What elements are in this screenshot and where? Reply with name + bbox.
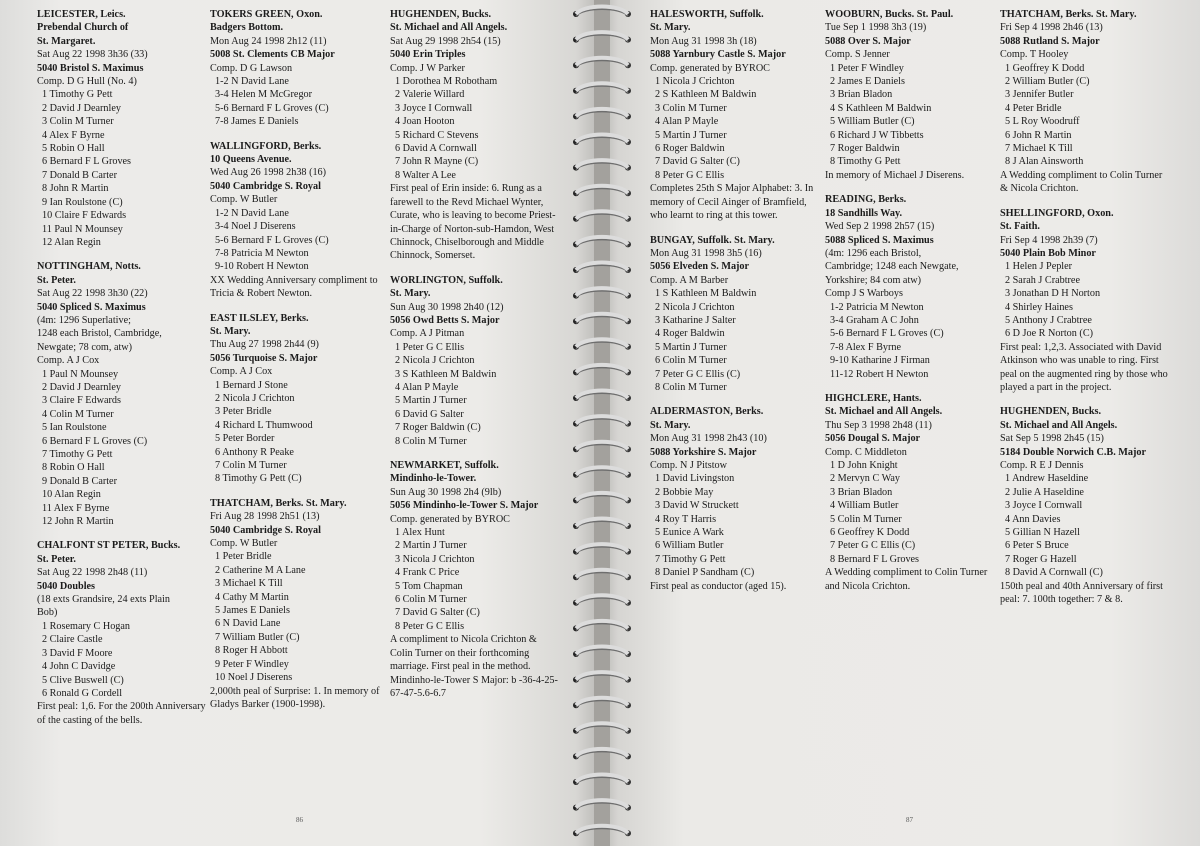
- peal-date: Mon Aug 31 1998 3h5 (16): [650, 247, 762, 259]
- page-number-left: 86: [296, 816, 303, 824]
- ringer: 3 Brian Bladon: [830, 89, 893, 101]
- peal-location: HALESWORTH, Suffolk.: [650, 9, 764, 20]
- ringer: 7 Colin M Turner: [215, 460, 287, 471]
- peal-detail: Comp. N J Pitstow: [650, 460, 727, 471]
- ringer: 3-4 Graham A C John: [830, 314, 919, 326]
- ringer: 3 Nicola J Crichton: [395, 553, 475, 565]
- peal-date: Sat Sep 5 1998 2h45 (15): [1000, 433, 1104, 445]
- peal-method: 5056 Mindinho-le-Tower S. Major: [390, 500, 539, 512]
- ringer: 6 Bernard F L Groves (C): [42, 435, 148, 447]
- ringer: 8 Bernard F L Groves: [830, 553, 920, 565]
- ringer: 7 Peter G C Ellis (C): [655, 368, 741, 380]
- peal-entry: [37, 539, 209, 727]
- peal-footnote: 2,000th peal of Surprise: 1. In memory of Gladys Barker (1900-1998).: [210, 685, 380, 710]
- peal-method: 5056 Dougal S. Major: [825, 433, 921, 445]
- ringer: 4 Alan P Mayle: [655, 116, 719, 128]
- ringer: 3 Colin M Turner: [42, 116, 114, 128]
- ringer: 1 Timothy G Pett: [42, 89, 113, 101]
- ringer: 1-2 N David Lane: [215, 207, 289, 219]
- ringer: 6 William Butler: [655, 540, 724, 552]
- column-2: [210, 8, 382, 722]
- ringer: 6 Geoffrey K Dodd: [830, 527, 910, 539]
- peal-location: St. Mary.: [650, 419, 691, 431]
- peal-location: SHELLINGFORD, Oxon.: [1000, 207, 1114, 219]
- ringer: 5 William Butler (C): [830, 116, 915, 128]
- ringer: 1 Nicola J Crichton: [655, 76, 735, 88]
- peal-location: Badgers Bottom.: [210, 22, 284, 34]
- peal-method: 5040 Cambridge S. Royal: [210, 524, 321, 536]
- ringer: 12 Alan Regin: [42, 236, 101, 248]
- peal-date: Sat Aug 22 1998 3h30 (22): [37, 288, 148, 300]
- peal-detail: Comp. C Middleton: [825, 446, 907, 458]
- peal-location: St. Mary.: [210, 325, 251, 337]
- peal-footnote: 150th peal and 40th Anniversary of first peal: 7. 100th together: 7 & 8.: [1000, 580, 1163, 606]
- peal-location: READING, Berks.: [825, 194, 907, 206]
- ringer: 1 Paul N Mounsey: [42, 368, 119, 380]
- spiral-binding: [566, 0, 638, 846]
- peal-entry: [210, 312, 382, 486]
- peal-detail: Comp. R E J Dennis: [1000, 460, 1084, 471]
- ringer: 10 Claire F Edwards: [42, 210, 127, 222]
- ringer: 5 James E Daniels: [215, 605, 290, 617]
- ringer: 1 Bernard J Stone: [215, 379, 288, 391]
- column-3: [390, 8, 562, 711]
- ringer: 8 Robin O Hall: [42, 462, 105, 474]
- ringer: 8 Peter G C Ellis: [395, 620, 465, 632]
- peal-entry: [650, 8, 822, 223]
- ringer: 4 Roger Baldwin: [655, 328, 725, 340]
- ringer: 7-8 Patricia M Newton: [215, 247, 309, 259]
- peal-location: BUNGAY, Suffolk. St. Mary.: [650, 234, 775, 246]
- peal-location: NEWMARKET, Suffolk.: [390, 460, 499, 471]
- peal-footnote: A Wedding compliment to Colin Turner and Nicola Crichton.: [825, 567, 988, 592]
- ringer: 7 Donald B Carter: [42, 169, 117, 181]
- ringer: 3 Claire F Edwards: [42, 395, 121, 407]
- ringer: 5 Eunice A Wark: [655, 527, 724, 539]
- ringer: 4 Peter Bridle: [1005, 102, 1062, 114]
- ringer: 4 William Butler: [830, 500, 899, 512]
- ringer: 3 Joyce I Cornwall: [395, 102, 473, 114]
- peal-entry: [825, 193, 997, 381]
- ringer: 1 Dorothea M Robotham: [395, 76, 498, 88]
- peal-location: THATCHAM, Berks. St. Mary.: [210, 497, 347, 509]
- peal-footnote: First peal as conductor (aged 15).: [650, 580, 787, 592]
- ringer: 7 Peter G C Ellis (C): [830, 540, 916, 552]
- peal-detail: Comp. W Butler: [210, 538, 278, 550]
- ringer: 7 Roger Baldwin (C): [395, 422, 481, 434]
- ringer: 2 Catherine M A Lane: [215, 564, 306, 576]
- ringer: 5 Tom Chapman: [395, 580, 463, 592]
- peal-method: 5008 St. Clements CB Major: [210, 49, 335, 61]
- ringer: 1-2 Patricia M Newton: [830, 301, 924, 313]
- ringer: 9 Peter F Windley: [215, 658, 289, 670]
- ringer: 5 Martin J Turner: [655, 129, 727, 141]
- ringer: 2 David J Dearnley: [42, 381, 121, 393]
- ringer: 7 David G Salter (C): [655, 156, 740, 168]
- ringer: 5 Robin O Hall: [42, 143, 105, 155]
- peal-method: 5040 Cambridge S. Royal: [210, 180, 321, 192]
- ringer: 6 Roger Baldwin: [655, 143, 725, 155]
- ringer: 3 S Kathleen M Baldwin: [395, 368, 497, 380]
- ringer: 6 Peter S Bruce: [1005, 540, 1069, 552]
- ringer: 2 Nicola J Crichton: [215, 392, 295, 404]
- ringer: 4 Alex F Byrne: [42, 129, 105, 141]
- peal-date: Wed Aug 26 1998 2h38 (16): [210, 167, 327, 179]
- peal-method: 5040 Erin Triples: [390, 49, 466, 61]
- ringer: 4 John C Davidge: [42, 661, 116, 673]
- ringer: 7 Michael K Till: [1005, 143, 1073, 155]
- ringer: 3-4 Noel J Diserens: [215, 221, 296, 233]
- ringer: 8 David A Cornwall (C): [1005, 567, 1103, 579]
- peal-location: LEICESTER, Leics.: [37, 9, 126, 20]
- ringer: 3 Peter Bridle: [215, 406, 272, 418]
- peal-footnote: XX Wedding Anniversary compliment to Tricia & Robert Newton.: [210, 274, 378, 300]
- ringer: 4 Joan Hooton: [395, 116, 455, 128]
- ringer: 7 William Butler (C): [215, 631, 300, 643]
- ringer: 1 Peter F Windley: [830, 62, 904, 74]
- peal-location: Mindinho-le-Tower.: [390, 473, 477, 485]
- ringer: 12 John R Martin: [42, 516, 114, 528]
- ringer: 2 David J Dearnley: [42, 102, 121, 114]
- peal-detail: Comp. A J Cox: [37, 355, 100, 367]
- ringer: 7 John R Mayne (C): [395, 156, 479, 168]
- peal-entry: [390, 459, 562, 700]
- ringer: 6 Colin M Turner: [655, 355, 727, 367]
- peal-date: Sun Aug 30 1998 2h4 (9lb): [390, 486, 502, 498]
- ringer: 7-8 Alex F Byrne: [830, 341, 902, 353]
- ringer: 8 Peter G C Ellis: [655, 169, 725, 181]
- peal-detail: Comp. W Butler: [210, 194, 278, 206]
- peal-entry: [825, 8, 997, 182]
- peal-date: Mon Aug 31 1998 2h43 (10): [650, 433, 767, 445]
- peal-location: St. Peter.: [37, 553, 76, 565]
- ringer: 6 Colin M Turner: [395, 594, 467, 606]
- peal-footnote: A Wedding compliment to Colin Turner & Nicola Crichton.: [1000, 169, 1163, 195]
- ringer: 5 Clive Buswell (C): [42, 674, 124, 686]
- peal-entry: [390, 274, 562, 448]
- peal-location: HIGHCLERE, Hants.: [825, 392, 922, 404]
- ringer: 5-6 Bernard F L Groves (C): [830, 328, 944, 340]
- peal-entry: [825, 392, 997, 593]
- peal-detail: Comp. generated by BYROC: [390, 513, 510, 525]
- ringer: 4 Roy T Harris: [655, 513, 717, 525]
- peal-location: THATCHAM, Berks. St. Mary.: [1000, 9, 1137, 20]
- ringer: 2 Nicola J Crichton: [395, 355, 475, 367]
- ringer: 4 S Kathleen M Baldwin: [830, 102, 932, 114]
- peal-entry: [210, 8, 382, 129]
- peal-entry: [1000, 405, 1172, 606]
- peal-entry: [37, 8, 209, 249]
- peal-location: EAST ILSLEY, Berks.: [210, 312, 309, 324]
- peal-method: 5040 Bristol S. Maximus: [37, 62, 144, 74]
- peal-location: 18 Sandhills Way.: [825, 207, 903, 219]
- ringer: 4 Ann Davies: [1005, 513, 1061, 525]
- peal-detail: Comp. generated by BYROC: [650, 62, 770, 74]
- peal-method: 5056 Owd Betts S. Major: [390, 314, 500, 326]
- peal-detail: Cambridge; 1248 each Newgate,: [825, 261, 959, 273]
- ringer: 4 Colin M Turner: [42, 408, 114, 420]
- ringer: 2 James E Daniels: [830, 76, 905, 88]
- ringer: 11-12 Robert H Newton: [830, 368, 929, 380]
- peal-method: 5088 Rutland S. Major: [1000, 35, 1100, 47]
- ringer: 8 Timothy G Pett: [830, 156, 901, 168]
- peal-detail: Newgate; 78 com, atw): [37, 341, 133, 353]
- peal-method: 5088 Spliced S. Maximus: [825, 234, 934, 246]
- peal-entry: [390, 8, 562, 263]
- peal-detail: Comp. T Hooley: [1000, 49, 1069, 61]
- ringer: 6 Richard J W Tibbetts: [830, 129, 924, 141]
- peal-location: Prebendal Church of: [37, 22, 129, 34]
- peal-footnote: A compliment to Nicola Crichton & Colin Turner on their forthcoming marriage. First peal in the method. Mindinho-le-Tower S Major: b -36-4-25-67-47-5.6-6.7: [390, 634, 558, 699]
- page-number-right: 87: [906, 816, 913, 824]
- ringer: 2 Nicola J Crichton: [655, 301, 735, 313]
- peal-date: Fri Sep 4 1998 2h46 (13): [1000, 22, 1103, 34]
- ringer: 2 William Butler (C): [1005, 76, 1090, 88]
- ringer: 3 Katharine J Salter: [655, 314, 736, 326]
- ringer: 1 Rosemary C Hogan: [42, 620, 130, 632]
- peal-method: 5088 Yorkshire S. Major: [650, 446, 757, 458]
- peal-detail: Comp. A J Cox: [210, 366, 273, 378]
- peal-method: 5056 Turquoise S. Major: [210, 352, 318, 364]
- column-6: [1000, 8, 1172, 617]
- peal-date: Mon Aug 24 1998 2h12 (11): [210, 35, 327, 47]
- ringer: 3 Joyce I Cornwall: [1005, 500, 1083, 512]
- ringer: 8 Roger H Abbott: [215, 645, 288, 657]
- peal-detail: Comp. J W Parker: [390, 62, 465, 74]
- ringer: 4 Alan P Mayle: [395, 381, 459, 393]
- ringer: 10 Noel J Diserens: [215, 672, 293, 684]
- peal-footnote: First peal: 1,6. For the 200th Anniversary of the casting of the bells.: [37, 701, 206, 726]
- peal-detail: (4m: 1296 Superlative;: [37, 314, 131, 326]
- ringer: 4 Cathy M Martin: [215, 591, 289, 603]
- peal-footnote: First peal: 1,2,3. Associated with David Atkinson who was unable to ring. First peal on the augmented ring by those who played a part in the project.: [1000, 341, 1168, 393]
- ringer: 1 Alex Hunt: [395, 527, 445, 539]
- peal-location: St. Peter.: [37, 274, 76, 286]
- ringer: 7 Timothy G Pett: [42, 449, 113, 460]
- ringer: 3 Michael K Till: [215, 578, 283, 590]
- peal-location: St. Mary.: [650, 22, 691, 34]
- ringer: 7-8 James E Daniels: [215, 116, 299, 128]
- peal-date: Sat Aug 22 1998 2h48 (11): [37, 567, 148, 579]
- ringer: 5 Martin J Turner: [395, 395, 467, 407]
- peal-detail: Yorkshire; 84 com atw): [825, 274, 922, 286]
- ringer: 6 Ronald G Cordell: [42, 687, 123, 699]
- ringer: 2 Valerie Willard: [395, 89, 465, 101]
- peal-entry: [1000, 207, 1172, 395]
- peal-detail: (4m: 1296 each Bristol,: [825, 247, 922, 259]
- peal-method: 5040 Spliced S. Maximus: [37, 301, 146, 313]
- ringer: 5 Gillian N Hazell: [1005, 527, 1080, 539]
- peal-detail: (18 exts Grandsire, 24 exts Plain: [37, 594, 170, 606]
- ringer: 2 Julie A Haseldine: [1005, 486, 1084, 498]
- ringer: 9 Ian Roulstone (C): [42, 196, 123, 208]
- ringer: 5-6 Bernard F L Groves (C): [215, 234, 329, 246]
- ringer: 5 Ian Roulstone: [42, 422, 107, 434]
- peal-detail: Comp. A M Barber: [650, 274, 729, 286]
- ringer: 8 J Alan Ainsworth: [1005, 156, 1084, 168]
- ringer: 3 Brian Bladon: [830, 486, 893, 498]
- ringer: 1 D John Knight: [830, 460, 898, 471]
- ringer: 6 N David Lane: [215, 618, 281, 630]
- ringer: 1 S Kathleen M Baldwin: [655, 288, 757, 300]
- peal-location: HUGHENDEN, Bucks.: [390, 9, 492, 20]
- ringer: 1 Helen J Pepler: [1005, 261, 1073, 273]
- ringer: 7 Roger G Hazell: [1005, 553, 1077, 565]
- peal-detail: Comp. S Jenner: [825, 49, 890, 61]
- peal-location: St. Michael and All Angels.: [390, 22, 508, 34]
- peal-location: ALDERMASTON, Berks.: [650, 406, 764, 418]
- ringer: 11 Paul N Mounsey: [42, 223, 123, 235]
- peal-location: St. Mary.: [390, 288, 431, 300]
- ringer: 5 Martin J Turner: [655, 341, 727, 353]
- peal-entry: [650, 234, 822, 395]
- ringer: 6 D Joe R Norton (C): [1005, 328, 1094, 340]
- peal-footnote: In memory of Michael J Diserens.: [825, 169, 965, 181]
- ringer: 9 Donald B Carter: [42, 475, 117, 487]
- ringer: 8 Colin M Turner: [395, 435, 467, 447]
- peal-date: Sun Aug 30 1998 2h40 (12): [390, 301, 504, 313]
- peal-location: WALLINGFORD, Berks.: [210, 140, 322, 152]
- peal-detail: 1248 each Bristol, Cambridge,: [37, 328, 162, 340]
- ringer: 2 Claire Castle: [42, 634, 103, 646]
- ringer: 1 Andrew Haseldine: [1005, 473, 1089, 485]
- peal-method: 5040 Doubles: [37, 580, 96, 592]
- ringer: 7 Roger Baldwin: [830, 143, 900, 155]
- ringer: 1 David Livingston: [655, 473, 735, 485]
- ringer: 9-10 Robert H Newton: [215, 261, 309, 273]
- ringer: 8 Timothy G Pett (C): [215, 473, 302, 485]
- ringer: 2 Bobbie May: [655, 486, 714, 498]
- ringer: 5 Peter Border: [215, 433, 275, 445]
- ringer: 1 Peter G C Ellis: [395, 341, 465, 353]
- ringer: 4 Richard L Thumwood: [215, 419, 313, 431]
- ringer: 2 Sarah J Crabtree: [1005, 274, 1080, 286]
- peal-method: 5088 Yarnbury Castle S. Major: [650, 49, 786, 61]
- peal-method: 5088 Over S. Major: [825, 35, 911, 47]
- ringer: 9-10 Katharine J Firman: [830, 355, 930, 367]
- ringer: 3 David W Struckett: [655, 500, 739, 512]
- ringer: 1 Peter Bridle: [215, 551, 272, 563]
- peal-method: 5184 Double Norwich C.B. Major: [1000, 446, 1147, 458]
- peal-date: Fri Sep 4 1998 2h39 (7): [1000, 234, 1098, 246]
- peal-date: Thu Aug 27 1998 2h44 (9): [210, 339, 319, 351]
- peal-date: Tue Sep 1 1998 3h3 (19): [825, 22, 927, 34]
- ringer: 8 Daniel P Sandham (C): [655, 567, 755, 579]
- ringer: 3 Jonathan D H Norton: [1005, 288, 1101, 300]
- peal-location: St. Michael and All Angels.: [1000, 419, 1118, 431]
- ringer: 8 Walter A Lee: [395, 169, 456, 181]
- ringer: 5-6 Bernard F L Groves (C): [215, 102, 329, 114]
- peal-date: Mon Aug 31 1998 3h (18): [650, 35, 757, 47]
- ringer: 8 Colin M Turner: [655, 381, 727, 393]
- ringer: 3 Jennifer Butler: [1005, 89, 1074, 101]
- column-1: [37, 8, 209, 738]
- peal-location: 10 Queens Avenue.: [210, 154, 292, 166]
- ringer: 2 Mervyn C Way: [830, 473, 901, 485]
- ringer: 2 Martin J Turner: [395, 540, 467, 552]
- peal-footnote: Completes 25th S Major Alphabet: 3. In memory of Cecil Ainger of Bramfield, who learnt to ring at this tower.: [650, 183, 814, 222]
- peal-location: St. Michael and All Angels.: [825, 406, 943, 418]
- peal-detail: Comp. A J Pitman: [390, 328, 465, 340]
- peal-date: Sat Aug 22 1998 3h36 (33): [37, 49, 148, 61]
- ringer: 6 David A Cornwall: [395, 143, 477, 155]
- peal-detail: Bob): [37, 607, 58, 619]
- ringer: 5 Anthony J Crabtree: [1005, 314, 1092, 326]
- peal-method: 5040 Plain Bob Minor: [1000, 247, 1096, 259]
- column-4: [650, 8, 822, 604]
- peal-date: Wed Sep 2 1998 2h57 (15): [825, 221, 935, 233]
- peal-detail: Comp. D G Lawson: [210, 62, 293, 74]
- ringer: 6 David G Salter: [395, 408, 464, 420]
- peal-entry: [210, 497, 382, 712]
- ringer: 7 David G Salter (C): [395, 607, 480, 619]
- peal-location: WOOBURN, Bucks. St. Paul.: [825, 9, 954, 20]
- ringer: 5 L Roy Woodruff: [1005, 116, 1080, 128]
- peal-footnote: First peal of Erin inside: 6. Rung as a farewell to the Revd Michael Wynter, Curate, who is leaving to become Priest-in-Charge of Norton-sub-Hamdon, West Chinnock, Chiselborough and Middle Chinnock, Somerset.: [390, 183, 556, 262]
- peal-location: CHALFONT ST PETER, Bucks.: [37, 540, 181, 552]
- peal-date: Sat Aug 29 1998 2h54 (15): [390, 35, 501, 47]
- peal-location: NOTTINGHAM, Notts.: [37, 261, 141, 273]
- ringer: 3 David F Moore: [42, 647, 113, 659]
- ringer: 11 Alex F Byrne: [42, 502, 110, 514]
- peal-method: 5056 Elveden S. Major: [650, 261, 750, 273]
- ringer: 6 Bernard F L Groves: [42, 156, 132, 168]
- ringer: 3-4 Helen M McGregor: [215, 89, 313, 101]
- peal-detail: Comp. D G Hull (No. 4): [37, 76, 137, 88]
- ringer: 4 Frank C Price: [395, 567, 460, 579]
- ringer: 8 John R Martin: [42, 183, 109, 195]
- ringer: 3 Colin M Turner: [655, 102, 727, 114]
- ringer: 7 Timothy G Pett: [655, 553, 726, 565]
- ringer: 6 John R Martin: [1005, 129, 1072, 141]
- ringer: 4 Shirley Haines: [1005, 301, 1073, 313]
- peal-location: WORLINGTON, Suffolk.: [390, 274, 503, 286]
- ringer: 6 Anthony R Peake: [215, 446, 294, 458]
- peal-entry: [37, 260, 209, 528]
- ringer: 1-2 N David Lane: [215, 76, 289, 88]
- ringer: 10 Alan Regin: [42, 489, 101, 501]
- peal-date: Thu Sep 3 1998 2h48 (11): [825, 419, 932, 431]
- peal-entry: [650, 405, 822, 593]
- peal-location: St. Margaret.: [37, 35, 96, 47]
- peal-detail: Comp J S Warboys: [825, 288, 903, 300]
- peal-date: Fri Aug 28 1998 2h51 (13): [210, 511, 320, 523]
- peal-entry: [210, 140, 382, 301]
- peal-location: St. Faith.: [1000, 221, 1040, 233]
- ringer: 2 S Kathleen M Baldwin: [655, 89, 757, 101]
- ringer: 5 Richard C Stevens: [395, 129, 479, 141]
- peal-location: TOKERS GREEN, Oxon.: [210, 9, 323, 20]
- peal-entry: [1000, 8, 1172, 196]
- column-5: [825, 8, 997, 604]
- ringer: 5 Colin M Turner: [830, 513, 902, 525]
- peal-location: HUGHENDEN, Bucks.: [1000, 406, 1102, 418]
- ringer: 1 Geoffrey K Dodd: [1005, 62, 1085, 74]
